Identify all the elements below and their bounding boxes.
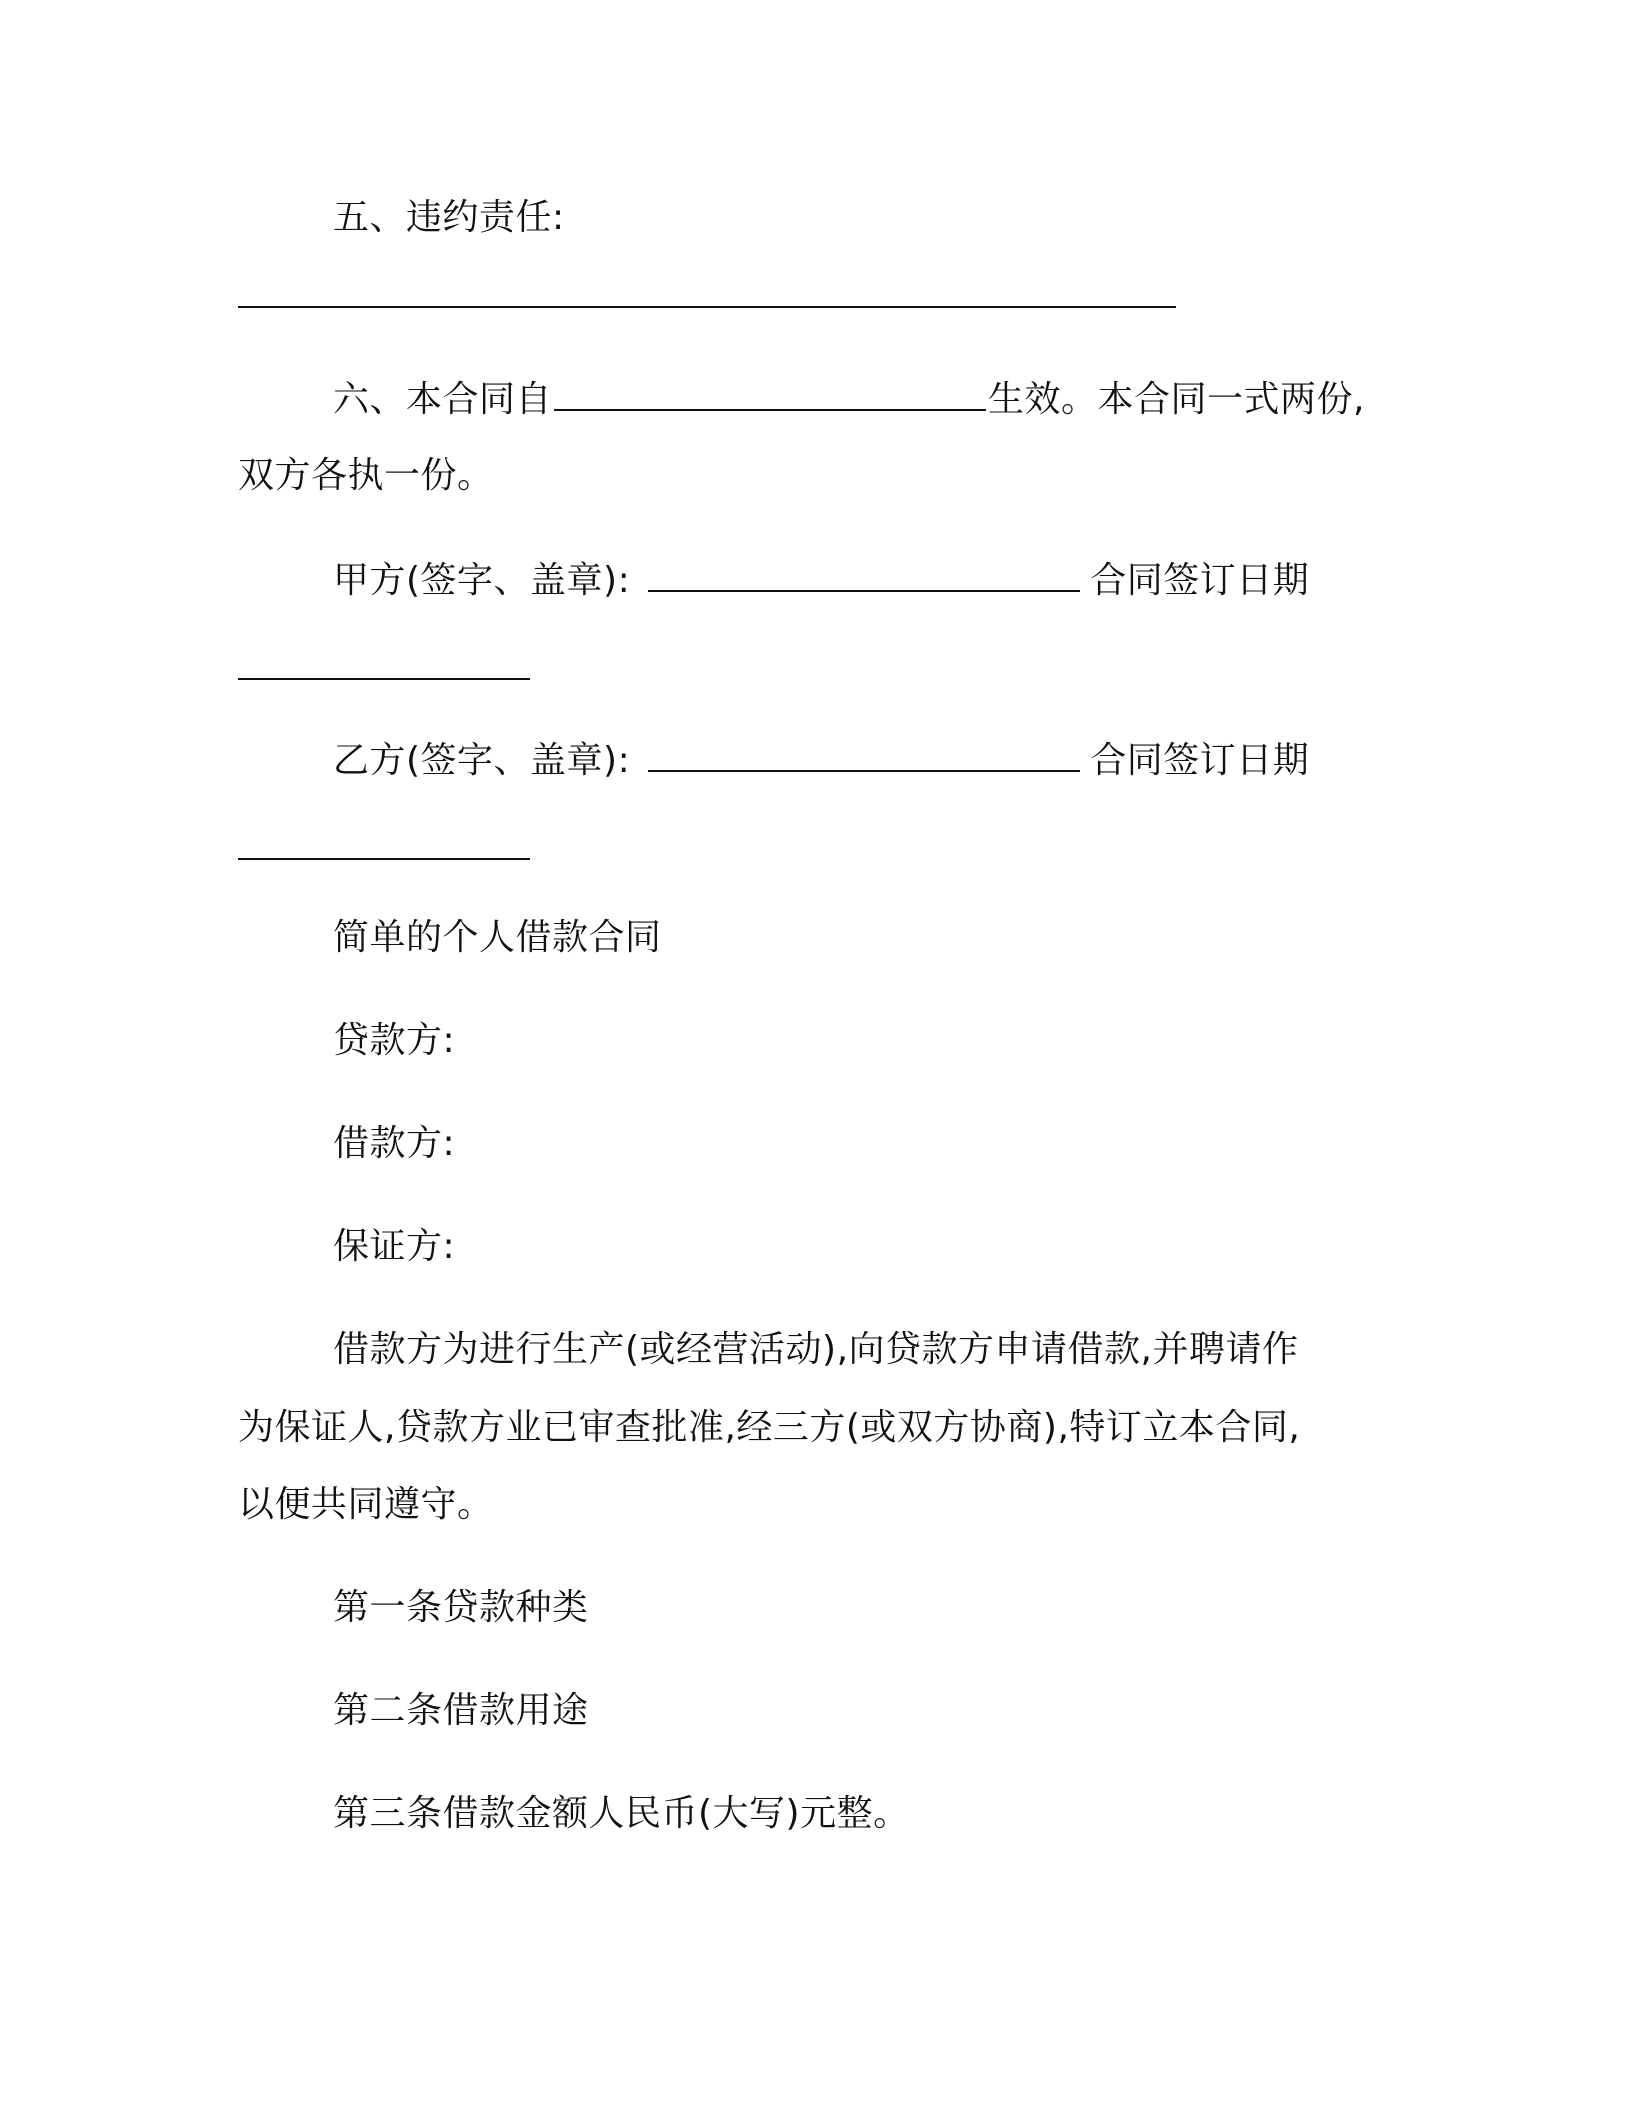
article-one: 第一条贷款种类 [333,1587,589,1628]
lender-label: 贷款方: [333,1020,456,1061]
section-six-suffix: 生效。本合同一式两份, [988,379,1365,420]
party-a-date-blank [238,678,530,680]
party-b-date-blank [238,858,530,860]
party-a-row [333,556,1309,604]
article-three: 第三条借款金额人民币(大写)元整。 [333,1793,910,1834]
paragraph-line2: 为保证人,贷款方业已审查批准,经三方(或双方协商),特订立本合同, [238,1407,1301,1448]
section-six-prefix: 六、本合同自 [333,379,553,420]
section-six-line1 [333,375,1365,423]
party-a-label: 甲方(签字、盖章): [333,560,631,601]
party-b-date-label: 合同签订日期 [1090,740,1310,781]
effective-date-blank [554,375,986,411]
article-two: 第二条借款用途 [333,1690,589,1731]
section-five-title: 五、违约责任: [333,197,565,238]
paragraph-line1: 借款方为进行生产(或经营活动),向贷款方申请借款,并聘请作 [333,1329,1299,1370]
party-b-row [333,736,1309,784]
paragraph-line3: 以便共同遵守。 [238,1484,494,1525]
party-b-label: 乙方(签字、盖章): [333,740,631,781]
guarantor-label: 保证方: [333,1226,456,1267]
contract-title: 简单的个人借款合同 [333,917,662,958]
section-six-line2: 双方各执一份。 [238,455,494,496]
party-b-signature-blank [648,736,1080,772]
breach-liability-blank [238,306,1176,308]
party-a-signature-blank [648,556,1080,592]
borrower-label: 借款方: [333,1123,456,1164]
party-a-date-label: 合同签订日期 [1090,560,1310,601]
